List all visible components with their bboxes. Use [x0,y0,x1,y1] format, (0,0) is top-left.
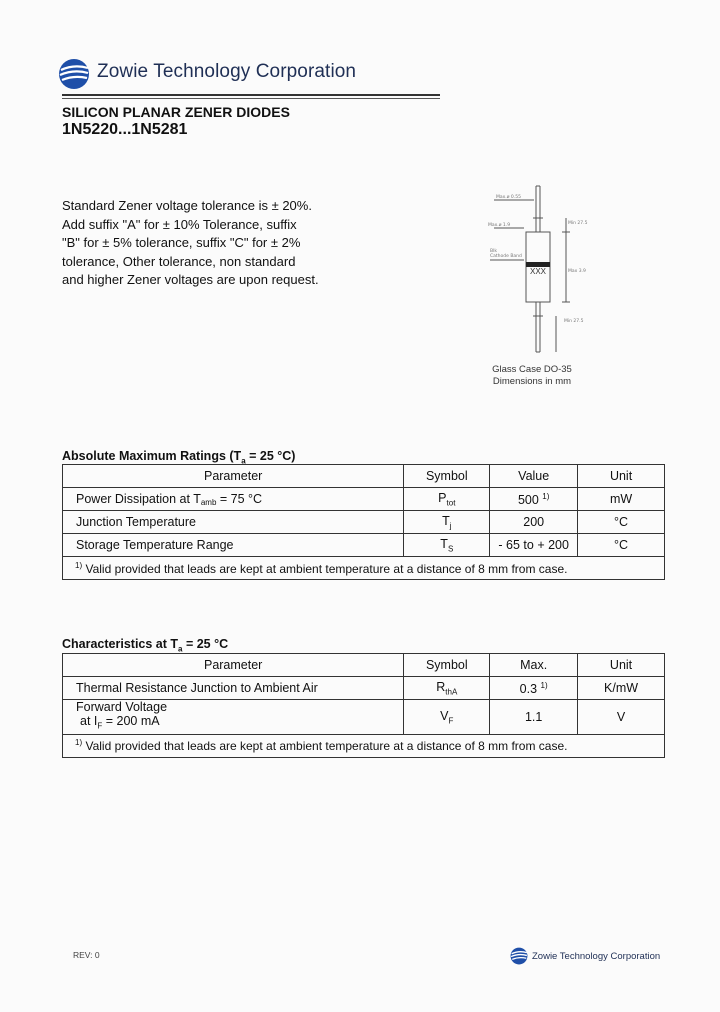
abs-max-title: Absolute Maximum Ratings ($T_a = 25$ °C) [62,449,296,466]
value-cell: 500 $^{1)}$ [490,488,578,511]
table-header-row [63,654,665,677]
footnote: $^{1)}$ Valid provided that leads are kept at ambient temperature at a distance of 8 mm from case. [63,734,665,757]
header-cell: Symbol [404,654,490,677]
intro-line: Add suffix "A" for ± 10% Tolerance, suffix [62,216,297,232]
header-cell: Value [490,465,578,488]
package-marking: XXX [529,267,547,276]
intro-paragraph [62,197,362,290]
intro-line: Standard Zener voltage tolerance is ± 20%. [62,198,312,213]
symbol-cell: $V_F$ [404,700,490,735]
table-row [63,511,665,534]
abs-max-table [62,464,665,580]
unit-cell: °C [578,534,665,557]
param-cell: Power Dissipation at $T_{amb} = 75$ °C [63,488,404,511]
header-rule-thin [62,98,440,99]
caption-line: Glass Case DO-35 [492,364,572,375]
param-cell: Storage Temperature Range [63,534,404,557]
header-cell: Symbol [404,465,490,488]
intro-line: and higher Zener voltages are upon request. [62,272,319,287]
header-cell: Unit [578,654,665,677]
dim-label: Min 27.5 [564,319,584,324]
header-cell: Parameter [63,654,404,677]
company-logo-icon [58,58,90,90]
unit-cell: K/mW [578,677,665,700]
symbol-cell: $R_{thA}$ [404,677,490,700]
header-rule [62,94,440,96]
header-cell: Parameter [63,465,404,488]
part-number-range: 1N5220...1N5281 [62,121,188,138]
dim-label: Max 3.9 [568,269,586,274]
header-cell: Max. [490,654,578,677]
table-row [63,700,665,735]
company-name: Zowie Technology Corporation [97,61,357,82]
table-footnote-row [63,734,665,757]
table-row [63,677,665,700]
dim-label: Blk [490,249,497,254]
symbol-cell: $T_j$ [404,511,490,534]
table-header-row [63,465,665,488]
value-cell: 200 [490,511,578,534]
header-cell: Unit [578,465,665,488]
param-cell: Junction Temperature [63,511,404,534]
diagram-caption [470,364,594,388]
intro-line: tolerance, Other tolerance, non standard [62,253,296,269]
footer-company-name: Zowie Technology Corporation [532,951,661,962]
unit-cell: V [578,700,665,735]
symbol-cell: $T_S$ [404,534,490,557]
unit-cell: °C [578,511,665,534]
table-footnote-row [63,557,665,580]
footer-logo-icon [510,947,528,965]
value-cell: 0.3 $^{1)}$ [490,677,578,700]
characteristics-title: Characteristics at $T_a = 25$ °C [62,637,229,654]
footnote: $^{1)}$ Valid provided that leads are kept at ambient temperature at a distance of 8 mm from case. [63,557,665,580]
table-row [63,488,665,511]
param-cell: Thermal Resistance Junction to Ambient Air [63,677,404,700]
dim-label: Cathode Band [490,254,522,259]
revision-label: REV: 0 [73,950,100,960]
unit-cell: mW [578,488,665,511]
dim-label: Max.ø 0.55 [496,195,521,200]
value-cell: - 65 to + 200 [490,534,578,557]
document-title: SILICON PLANAR ZENER DIODES [62,104,290,120]
do35-package-drawing [480,182,590,358]
intro-line: "B" for ± 5% tolerance, suffix "C" for ± 2% [62,235,301,250]
symbol-cell: $P_{tot}$ [404,488,490,511]
dim-label: Min 27.5 [568,221,588,226]
caption-line: Dimensions in mm [492,376,572,387]
table-row [63,534,665,557]
dim-label: Max.ø 1.9 [488,223,511,228]
value-cell: 1.1 [490,700,578,735]
param-cell: Forward Voltage at $I_F = 200$ mA [63,700,404,735]
characteristics-table [62,653,665,758]
